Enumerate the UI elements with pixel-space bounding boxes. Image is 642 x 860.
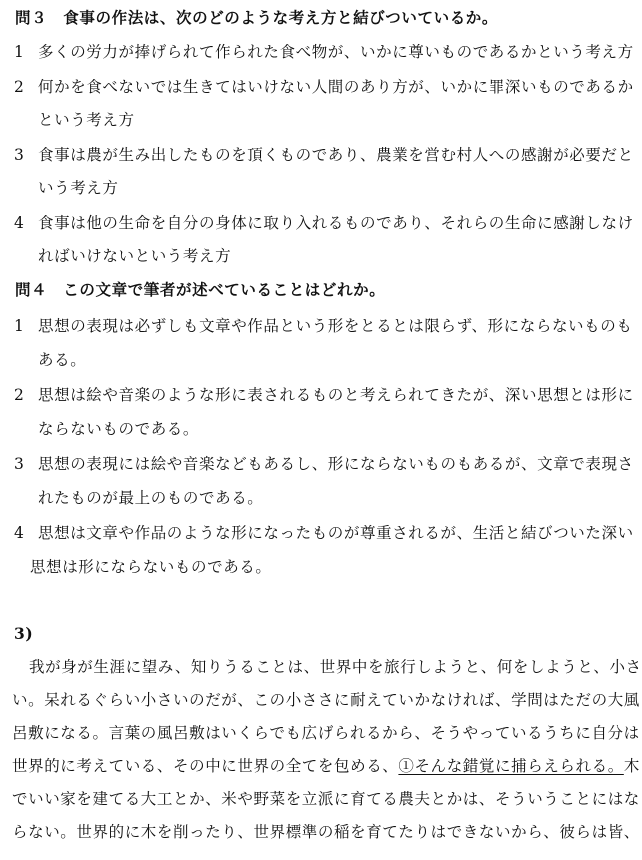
question-3-heading: 問３ 食事の作法は、次のどのような考え方と結びついているか。	[15, 8, 499, 27]
underlined-phrase-1: ①そんな錯覚に捕らえられる。	[398, 757, 624, 775]
q4-choice-3-line-1: 思想の表現には絵や音楽などもあるし、形にならないものもあるが、文章で表現さ	[38, 455, 634, 473]
passage-line-3: 呂敷になる。言葉の風呂敷はいくらでも広げられるから、そうやっているうちに自分は	[12, 724, 640, 742]
q3-choice-1-line-1: 多くの労力が捧げられて作られた食べ物が、いかに尊いものであるかという考え方	[38, 43, 634, 61]
q3-choice-3-number: 3	[14, 146, 24, 164]
q3-choice-4-line-2: ればいけないという考え方	[38, 247, 232, 265]
q3-choice-4-line-1: 食事は他の生命を自分の身体に取り入れるものであり、それらの生命に感謝しなけ	[38, 214, 634, 232]
q3-choice-3-line-2: いう考え方	[38, 179, 119, 197]
passage-line-6: らない。世界的に木を削ったり、世界標準の稲を育てたりはできないから、彼らは皆、	[12, 823, 640, 841]
q3-choice-4-number: 4	[14, 214, 24, 232]
passage-line-5: でいい家を建てる大工とか、米や野菜を立派に育てる農夫とかは、そういうことにはな	[12, 790, 640, 808]
passage-line-1: 我が身が生涯に望み、知りうることは、世界中を旅行しようと、何をしようと、小さ	[29, 658, 642, 676]
q3-choice-2-number: 2	[14, 78, 24, 96]
q4-choice-4-line-2: 思想は形にならないものである。	[30, 558, 272, 576]
q3-choice-2-line-2: という考え方	[38, 111, 135, 129]
q4-choice-1-line-1: 思想の表現は必ずしも文章や作品という形をとるとは限らず、形にならないものも	[38, 317, 633, 335]
q4-choice-1-line-2: ある。	[38, 351, 87, 369]
q4-choice-3-line-2: れたものが最上のものである。	[38, 489, 264, 507]
q4-choice-2-number: 2	[14, 386, 24, 404]
q3-choice-1-number: 1	[14, 43, 24, 61]
q4-choice-1-number: 1	[14, 317, 24, 335]
passage-line-4-text: 世界的に考えている、その中に世界の全てを包める、	[12, 757, 399, 775]
q4-choice-2-line-2: ならないものである。	[38, 420, 200, 438]
passage-line-4	[12, 756, 640, 776]
q3-choice-2-line-1: 何かを食べないでは生きてはいけない人間のあり方が、いかに罪深いものであるか	[38, 78, 634, 96]
q3-choice-3-line-1: 食事は農が生み出したものを頂くものであり、農業を営む村人への感謝が必要だと	[38, 146, 634, 164]
q4-choice-3-number: 3	[14, 455, 24, 473]
q4-choice-2-line-1: 思想は絵や音楽のような形に表されるものと考えられてきたが、深い思想とは形に	[38, 386, 634, 404]
question-4-heading: 問４ この文章で筆者が述べていることはどれか。	[15, 280, 386, 299]
q4-choice-4-line-1: 思想は文章や作品のような形になったものが尊重されるが、生活と結びついた深い	[38, 524, 634, 542]
passage-line-2: い。呆れるぐらい小さいのだが、この小ささに耐えていかなければ、学問はただの大風	[12, 691, 640, 709]
passage-line-4-tail: 木	[623, 757, 640, 775]
q4-choice-4-number: 4	[14, 524, 24, 542]
section-3-label: 3)	[14, 624, 34, 643]
